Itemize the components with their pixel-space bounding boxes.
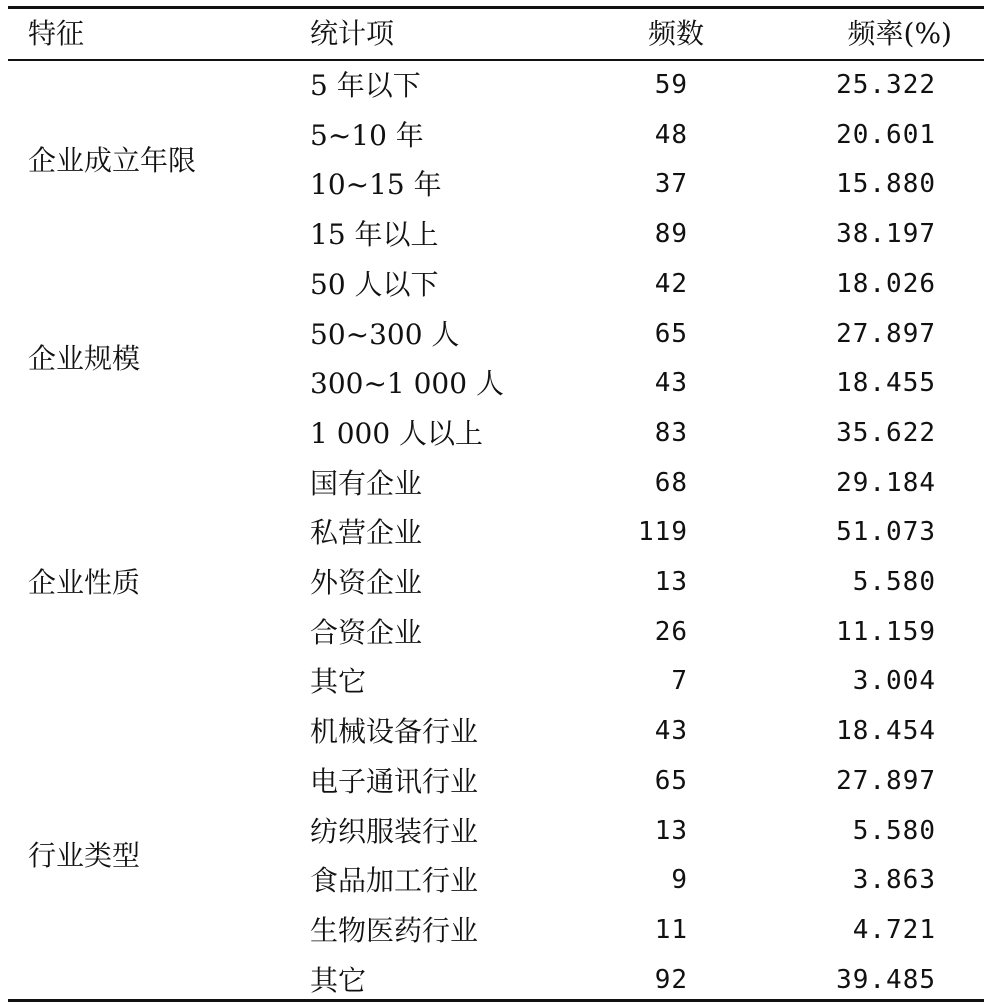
cell-percent: 39.485 xyxy=(836,964,936,995)
cell-item: 国有企业 xyxy=(310,466,423,500)
cell-percent: 5.580 xyxy=(852,815,936,846)
cell-frequency: 11 xyxy=(654,914,688,945)
table-row xyxy=(8,956,984,1006)
cell-frequency: 89 xyxy=(654,219,688,250)
cell-frequency: 42 xyxy=(654,268,688,299)
cell-frequency: 13 xyxy=(654,815,688,846)
cell-frequency: 43 xyxy=(654,368,688,399)
table-row xyxy=(8,359,984,409)
cell-frequency: 43 xyxy=(654,716,688,747)
table-row xyxy=(8,807,984,857)
cell-frequency: 83 xyxy=(654,417,688,448)
cell-frequency: 92 xyxy=(654,964,688,995)
cell-percent: 27.897 xyxy=(836,765,936,796)
cell-item: 其它 xyxy=(310,963,367,997)
table-row xyxy=(8,558,984,608)
table-row xyxy=(8,608,984,658)
cell-item: 300~1 000 人 xyxy=(310,367,504,401)
cell-item: 1 000 人以上 xyxy=(310,416,484,450)
table-row xyxy=(8,906,984,956)
cell-frequency: 65 xyxy=(654,318,688,349)
cell-percent: 27.897 xyxy=(836,318,936,349)
cell-item: 机械设备行业 xyxy=(310,715,479,749)
table-row xyxy=(8,310,984,360)
cell-frequency: 68 xyxy=(654,467,688,498)
table-row xyxy=(8,508,984,558)
cell-item: 50 人以下 xyxy=(310,267,439,301)
cell-frequency: 65 xyxy=(654,765,688,796)
group-label: 行业类型 xyxy=(28,839,141,873)
cell-item: 食品加工行业 xyxy=(310,864,479,898)
cell-frequency: 119 xyxy=(638,517,688,548)
cell-percent: 18.026 xyxy=(836,268,936,299)
table-row xyxy=(8,61,984,111)
cell-frequency: 13 xyxy=(654,567,688,597)
table-bottom-rule xyxy=(8,999,984,1002)
table-row xyxy=(8,459,984,509)
cell-percent: 25.322 xyxy=(836,70,936,100)
cell-item: 10~15 年 xyxy=(310,168,442,202)
cell-item: 电子通讯行业 xyxy=(310,764,479,798)
group-label: 企业规模 xyxy=(28,342,141,376)
cell-frequency: 9 xyxy=(671,865,688,896)
table-row xyxy=(8,657,984,707)
table-row xyxy=(8,707,984,757)
table-row xyxy=(8,260,984,310)
cell-frequency: 7 xyxy=(671,666,688,697)
cell-percent: 3.004 xyxy=(852,666,936,697)
cell-percent: 15.880 xyxy=(836,169,936,200)
cell-percent: 38.197 xyxy=(836,219,936,250)
cell-item: 外资企业 xyxy=(310,566,423,599)
cell-percent: 5.580 xyxy=(852,567,936,597)
cell-frequency: 37 xyxy=(654,169,688,200)
cell-item: 私营企业 xyxy=(310,516,423,550)
cell-percent: 3.863 xyxy=(852,865,936,896)
cell-item: 5~10 年 xyxy=(310,118,424,152)
cell-percent: 51.073 xyxy=(836,517,936,548)
cell-percent: 20.601 xyxy=(836,119,936,150)
header-feature: 特征 xyxy=(28,17,85,50)
cell-item: 合资企业 xyxy=(310,615,423,649)
cell-percent: 35.622 xyxy=(836,417,936,448)
cell-percent: 18.454 xyxy=(836,716,936,747)
cell-item: 15 年以上 xyxy=(310,218,439,252)
group-label: 企业性质 xyxy=(28,566,141,599)
cell-percent: 18.455 xyxy=(836,368,936,399)
table-row xyxy=(8,210,984,260)
header-frequency: 频数 xyxy=(647,17,704,50)
group-label: 企业成立年限 xyxy=(28,143,197,177)
cell-item: 50~300 人 xyxy=(310,317,460,351)
table-row xyxy=(8,757,984,807)
cell-item: 5 年以下 xyxy=(310,69,421,102)
cell-item: 其它 xyxy=(310,665,367,699)
cell-percent: 4.721 xyxy=(852,914,936,945)
header-item: 统计项 xyxy=(310,17,395,50)
cell-percent: 29.184 xyxy=(836,467,936,498)
cell-frequency: 48 xyxy=(654,119,688,150)
cell-frequency: 59 xyxy=(654,70,688,100)
table-row xyxy=(8,409,984,459)
statistics-table xyxy=(8,6,984,1002)
cell-percent: 11.159 xyxy=(836,616,936,647)
table-row xyxy=(8,856,984,906)
header-percent: 频率(%) xyxy=(847,17,952,50)
cell-frequency: 26 xyxy=(654,616,688,647)
cell-item: 生物医药行业 xyxy=(310,913,479,947)
cell-item: 纺织服装行业 xyxy=(310,814,479,848)
table-header xyxy=(8,9,984,59)
